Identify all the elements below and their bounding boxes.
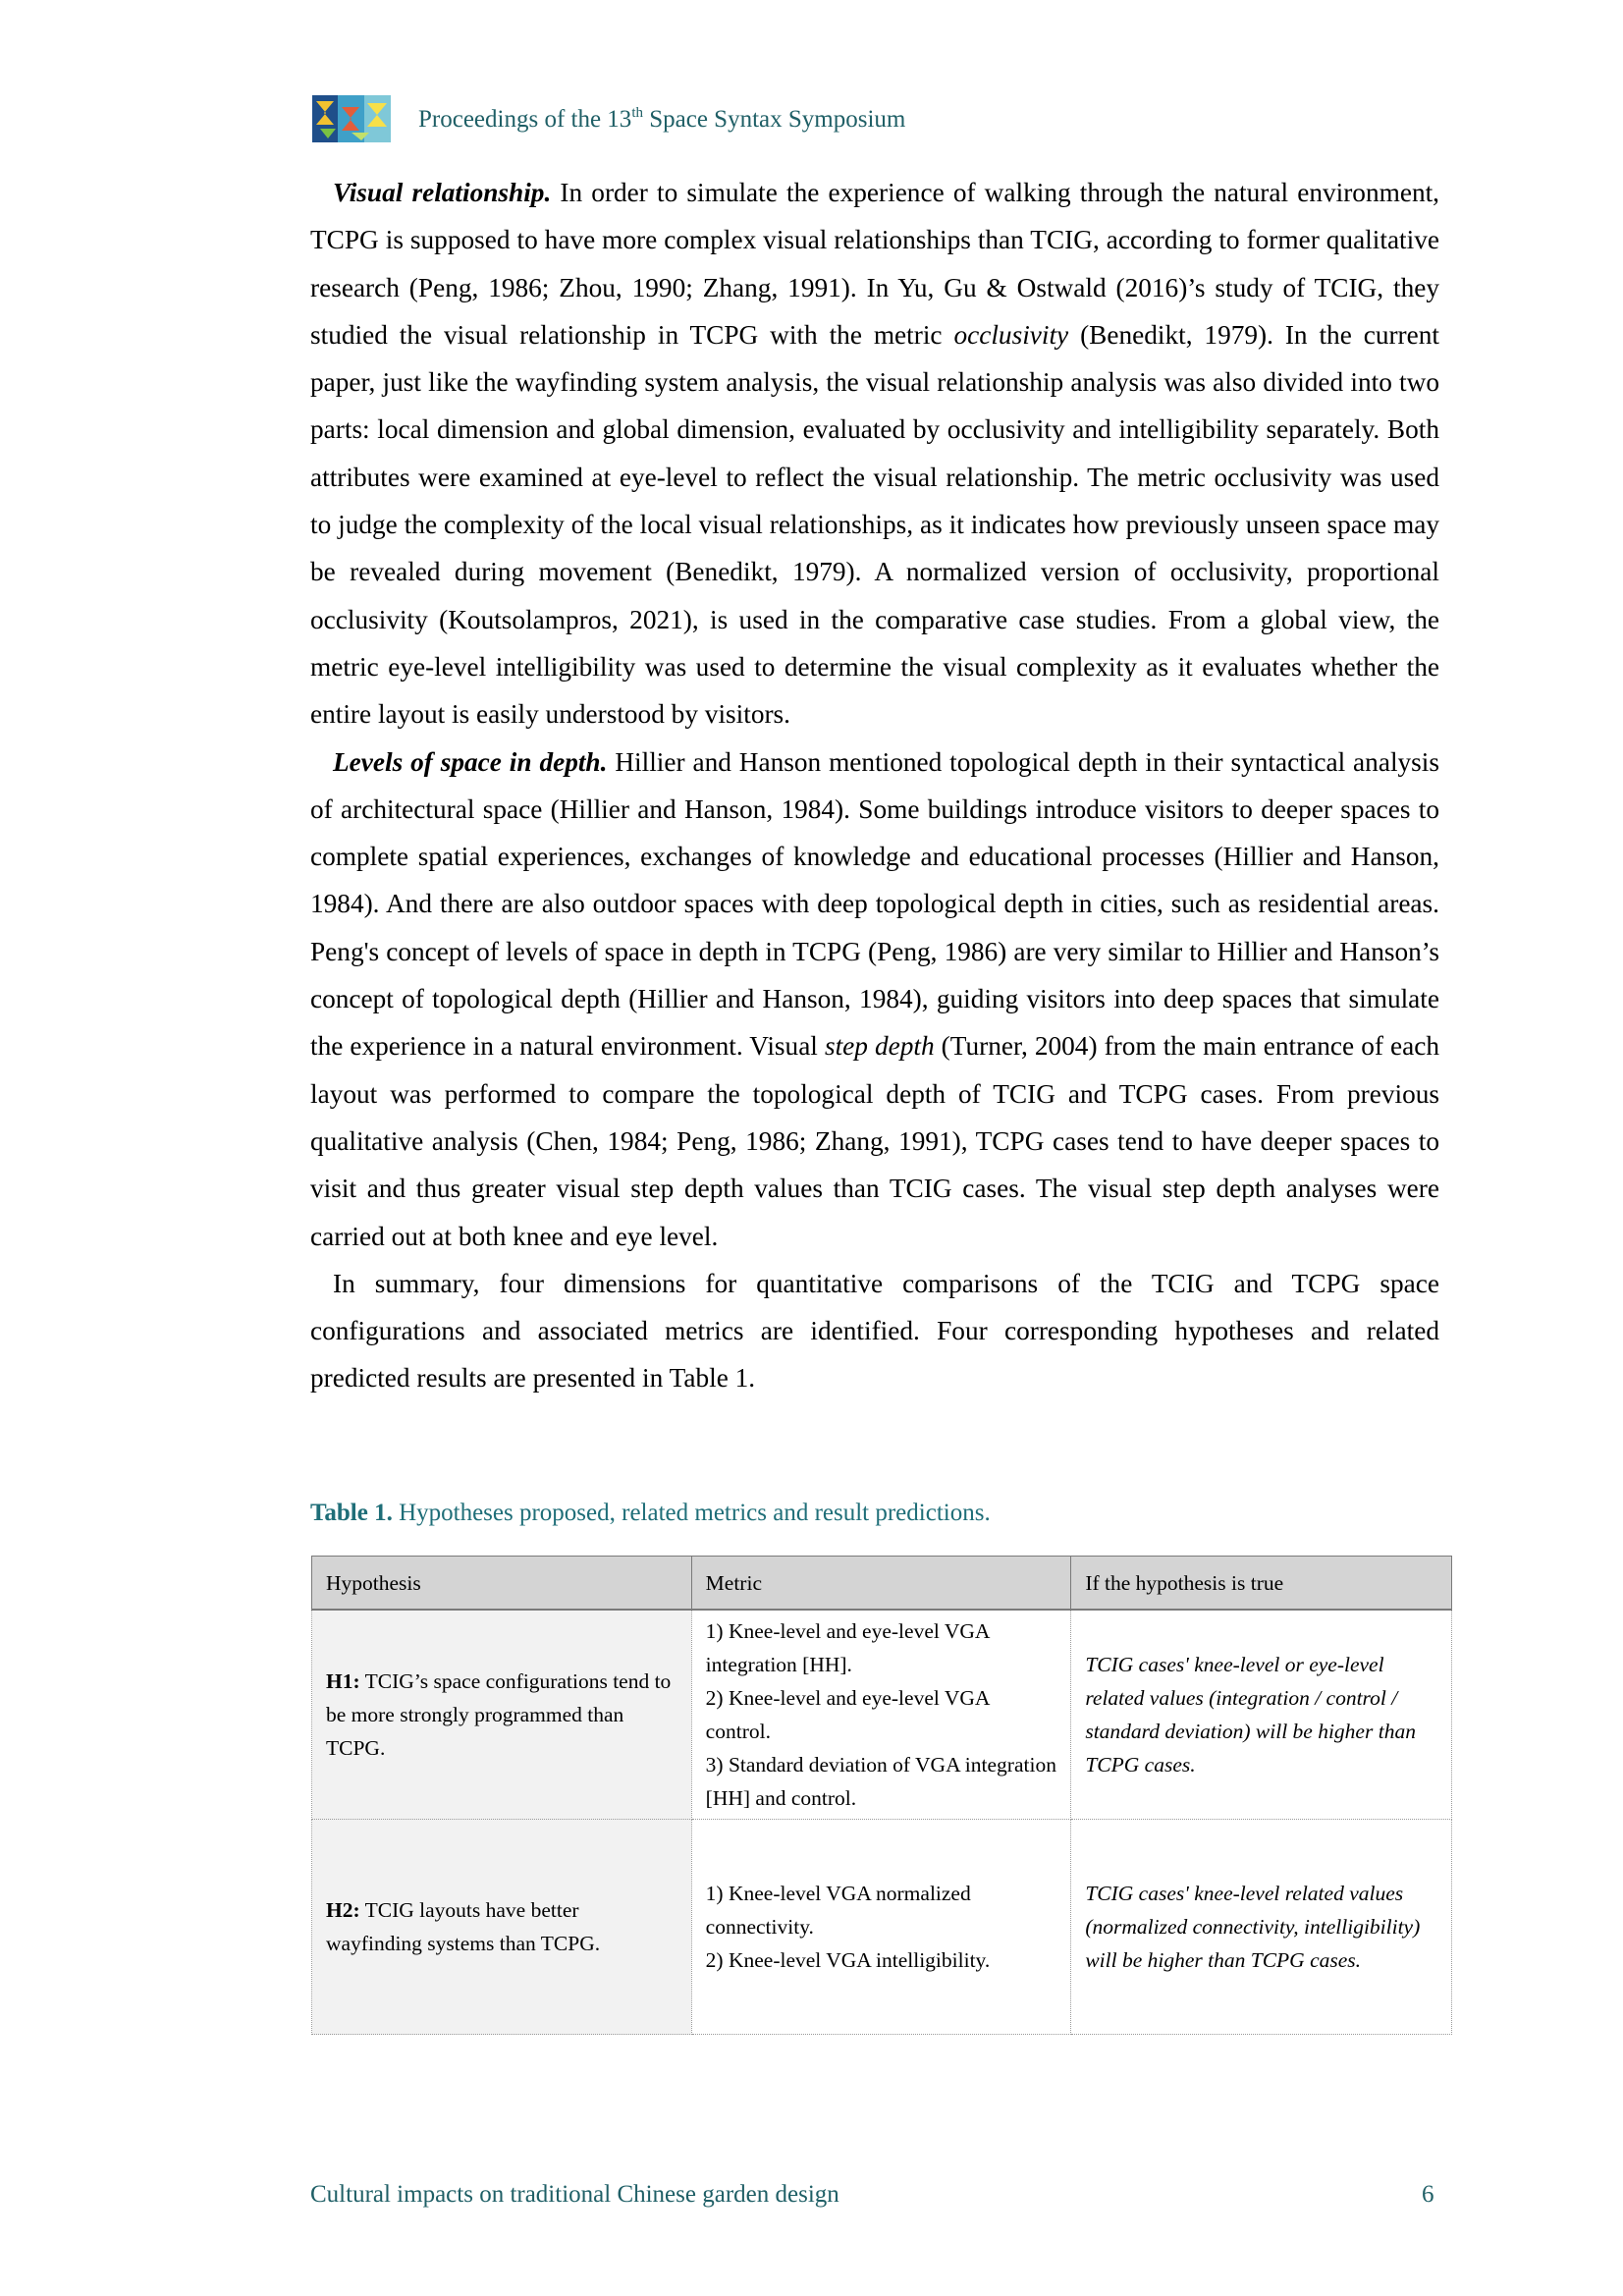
hypothesis-cell (312, 1820, 692, 2035)
paragraph-levels-of-space (310, 738, 1439, 1260)
section-heading-levels-of-space: Levels of space in depth. (333, 746, 608, 777)
column-header-metric: Metric (691, 1557, 1071, 1611)
hypotheses-table (311, 1556, 1452, 2035)
paragraph-text: Hillier and Hanson mentioned topological depth in their syntactical analysis of architectural space (Hillier and Hanson, 1984). Some buildings introduce visitors to deeper spaces to complete spatial experiences, exchanges of knowledge and educational processes (Hillier and Hanson, 1984). And there are also outdoor spaces with deep topological depth in cities, such as residential areas. Peng's concept of levels of space in depth in TCPG (Peng, 1986) are very similar to Hillier and Hanson’s concept of topological depth (Hillier and Hanson, 1984), guiding visitors into deep spaces that simulate the experience in a natural environment. Visual (310, 746, 1440, 1062)
result-cell: TCIG cases' knee-level related values (normalized connectivity, intelligibility) will be higher than TCPG cases. (1071, 1820, 1452, 2035)
metric-item: 1) Knee-level and eye-level VGA integration [HH]. (705, 1619, 990, 1676)
metric-item: 2) Knee-level and eye-level VGA control. (705, 1686, 990, 1743)
hypothesis-label: H1: (326, 1669, 360, 1693)
body-text (310, 169, 1439, 1402)
proceedings-title-sup: th (631, 104, 643, 121)
table-caption-text: Hypotheses proposed, related metrics and result predictions. (392, 1500, 991, 1526)
symposium-logo (312, 95, 391, 142)
result-cell: TCIG cases' knee-level or eye-level related values (integration / control / standard deviation) will be higher than TCPG cases. (1071, 1610, 1452, 1820)
hypothesis-text: TCIG’s space configurations tend to be more strongly programmed than TCPG. (326, 1669, 672, 1760)
footer-title: Cultural impacts on traditional Chinese garden design (310, 2181, 839, 2208)
table-row (312, 1610, 1452, 1820)
metric-item: 1) Knee-level VGA normalized connectivity. (705, 1882, 971, 1939)
term-step-depth: step depth (824, 1031, 935, 1062)
section-heading-visual-relationship: Visual relationship. (333, 178, 552, 207)
paragraph-visual-relationship (310, 169, 1439, 738)
table-caption-label: Table 1. (310, 1500, 393, 1526)
hypothesis-cell (312, 1610, 692, 1820)
term-occlusivity: occlusivity (953, 319, 1069, 350)
page-header (312, 95, 905, 142)
paragraph-summary: In summary, four dimensions for quantitative comparisons of the TCIG and TCPG space configurations and associated metrics are identified. Four corresponding hypotheses and related predicted results are presented in Table 1. (310, 1268, 1439, 1394)
symposium-logo-icon (312, 95, 391, 142)
paragraph-text: (Benedikt, 1979). In the current paper, just like the wayfinding system analysis, the visual relationship analysis was also divided into two parts: local dimension and global dimension, evaluated by occlusivity and intelligibility separately. Both attributes were examined at eye-level to reflect the visual relationship. The metric occlusivity was used to judge the complexity of the local visual relationships, as it indicates how previously unseen space may be revealed during movement (Benedikt, 1979). A normalized version of occlusivity, proportional occlusivity (Koutsolampros, 2021), is used in the comparative case studies. From a global view, the metric eye-level intelligibility was used to determine the visual complexity as it evaluates whether the entire layout is easily understood by visitors. (310, 319, 1439, 730)
column-header-result: If the hypothesis is true (1071, 1557, 1452, 1611)
table-row (312, 1820, 1452, 2035)
metric-item: 3) Standard deviation of VGA integration [HH] and control. (705, 1753, 1056, 1810)
proceedings-title (418, 105, 905, 134)
hypothesis-text: TCIG layouts have better wayfinding systems than TCPG. (326, 1898, 601, 1955)
table-caption (310, 1500, 991, 1527)
table-header-row (312, 1557, 1452, 1611)
metric-cell (691, 1820, 1071, 2035)
metric-cell (691, 1610, 1071, 1820)
paragraph-text: (Turner, 2004) from the main entrance of each layout was performed to compare the topological depth of TCIG and TCPG cases. From previous qualitative analysis (Chen, 1984; Peng, 1986; Zhang, 1991), TCPG cases tend to have deeper spaces to visit and thus greater visual step depth values than TCIG cases. The visual step depth analyses were carried out at both knee and eye level. (310, 1031, 1439, 1251)
column-header-hypothesis: Hypothesis (312, 1557, 692, 1611)
hypothesis-label: H2: (326, 1898, 360, 1922)
page-number: 6 (1422, 2181, 1434, 2208)
proceedings-title-rest: Space Syntax Symposium (642, 105, 906, 133)
paragraph-text: In order to simulate the experience of walking through the natural environment, TCPG is supposed to have more complex visual relationships than TCIG, according to former qualitative research (Peng, 1986; Zhou, 1990; Zhang, 1991). In Yu, Gu & Ostwald (2016)’s study of TCIG, they studied the visual relationship in TCPG with the metric (310, 178, 1439, 350)
metric-item: 2) Knee-level VGA intelligibility. (705, 1948, 991, 1972)
proceedings-title-main: Proceedings of the 13 (418, 105, 632, 133)
